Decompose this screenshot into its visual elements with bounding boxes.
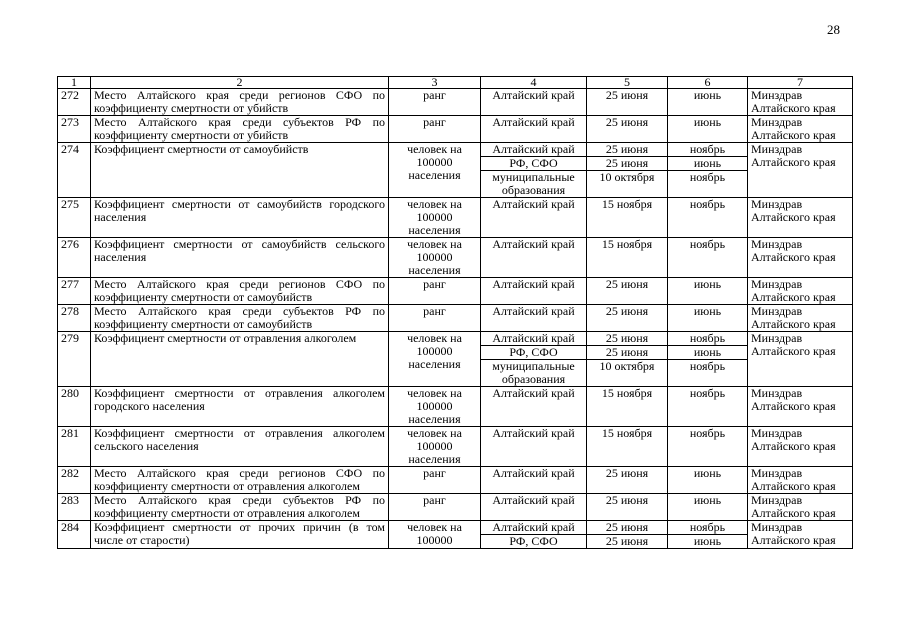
column-header: 3 [389, 77, 481, 89]
deadline-item: 25 июня [605, 277, 649, 291]
deadline-cell [587, 238, 668, 278]
deadline-cell [587, 332, 668, 387]
unit-of-measure: ранг [389, 89, 481, 116]
unit-of-measure: ранг [389, 278, 481, 305]
period-item: ноябрь [689, 142, 726, 156]
territory-item: Алтайский край [492, 142, 575, 156]
row-number: 274 [58, 143, 91, 198]
responsible-body: Минздрав Алтайского края [748, 521, 853, 549]
indicator-name: Место Алтайского края среди регионов СФО по коэффициенту смертности от убийств [91, 89, 389, 116]
territory-item: Алтайский край [492, 386, 575, 400]
deadline-item: 25 июня [605, 304, 649, 318]
territory-cell [481, 198, 587, 238]
territory-cell [481, 427, 587, 467]
column-header: 1 [58, 77, 91, 89]
indicator-name: Коэффициент смертности от самоубийств сельского населения [91, 238, 389, 278]
responsible-body: Минздрав Алтайского края [748, 305, 853, 332]
unit-of-measure: ранг [389, 305, 481, 332]
territory-cell [481, 278, 587, 305]
indicator-name: Место Алтайского края среди субъектов РФ по коэффициенту смертности от самоубийств [91, 305, 389, 332]
table-row [58, 467, 853, 494]
deadline-item: 25 июня [587, 345, 667, 359]
table-header-row [58, 77, 853, 89]
column-header: 4 [481, 77, 587, 89]
row-number: 273 [58, 116, 91, 143]
row-number: 275 [58, 198, 91, 238]
period-item: ноябрь [689, 237, 726, 251]
deadline-cell [587, 387, 668, 427]
deadline-item: 25 июня [587, 534, 667, 548]
period-cell [668, 305, 748, 332]
deadline-cell [587, 116, 668, 143]
indicator-name: Коэффициент смертности от самоубийств городского населения [91, 198, 389, 238]
unit-of-measure: человек на 100000 населения [389, 238, 481, 278]
deadline-item: 25 июня [605, 493, 649, 507]
territory-item: РФ, СФО [481, 156, 586, 170]
unit-of-measure: человек на 100000 населения [389, 427, 481, 467]
territory-item: Алтайский край [492, 331, 575, 345]
row-number: 278 [58, 305, 91, 332]
deadline-item: 10 октября [587, 170, 667, 197]
column-header: 6 [668, 77, 748, 89]
period-item: июнь [668, 345, 747, 359]
period-cell [668, 427, 748, 467]
deadline-item: 25 июня [605, 88, 649, 102]
table-row [58, 89, 853, 116]
territory-item: РФ, СФО [481, 345, 586, 359]
period-cell [668, 238, 748, 278]
territory-cell [481, 387, 587, 427]
period-cell [668, 467, 748, 494]
period-item: июнь [693, 88, 722, 102]
territory-item: Алтайский край [492, 493, 575, 507]
deadline-cell [587, 305, 668, 332]
unit-of-measure: человек на 100000 населения [389, 387, 481, 427]
row-number: 280 [58, 387, 91, 427]
territory-cell [481, 89, 587, 116]
period-item: июнь [693, 304, 722, 318]
indicator-name: Коэффициент смертности от самоубийств [91, 143, 389, 198]
territory-cell [481, 116, 587, 143]
indicator-name: Коэффициент смертности от отравления алкоголем сельского населения [91, 427, 389, 467]
responsible-body: Минздрав Алтайского края [748, 387, 853, 427]
unit-of-measure: ранг [389, 116, 481, 143]
unit-of-measure: человек на 100000 населения [389, 198, 481, 238]
unit-of-measure: человек на 100000 [389, 521, 481, 549]
row-number: 283 [58, 494, 91, 521]
deadline-item: 25 июня [605, 466, 649, 480]
period-cell [668, 198, 748, 238]
territory-cell [481, 521, 587, 549]
deadline-item: 15 ноября [601, 197, 653, 211]
column-header: 7 [748, 77, 853, 89]
deadline-cell [587, 89, 668, 116]
unit-of-measure: ранг [389, 494, 481, 521]
period-item: июнь [693, 493, 722, 507]
responsible-body: Минздрав Алтайского края [748, 427, 853, 467]
row-number: 284 [58, 521, 91, 549]
table-row [58, 387, 853, 427]
row-number: 276 [58, 238, 91, 278]
period-item: ноябрь [689, 386, 726, 400]
territory-item: Алтайский край [492, 277, 575, 291]
responsible-body: Минздрав Алтайского края [748, 278, 853, 305]
territory-item: Алтайский край [492, 88, 575, 102]
table-row [58, 198, 853, 238]
territory-item: Алтайский край [492, 466, 575, 480]
territory-cell [481, 305, 587, 332]
deadline-item: 25 июня [605, 115, 649, 129]
unit-of-measure: ранг [389, 467, 481, 494]
responsible-body: Минздрав Алтайского края [748, 143, 853, 198]
territory-item: Алтайский край [492, 426, 575, 440]
column-header: 5 [587, 77, 668, 89]
table-row [58, 332, 853, 387]
territory-cell [481, 143, 587, 198]
period-item: ноябрь [668, 170, 747, 197]
deadline-item: 15 ноября [601, 386, 653, 400]
row-number: 272 [58, 89, 91, 116]
period-item: ноябрь [689, 520, 726, 534]
deadline-item: 25 июня [605, 520, 649, 534]
row-number: 277 [58, 278, 91, 305]
period-item: июнь [668, 534, 747, 548]
deadline-cell [587, 143, 668, 198]
territory-cell [481, 238, 587, 278]
period-item: ноябрь [689, 426, 726, 440]
deadline-item: 25 июня [605, 331, 649, 345]
row-number: 279 [58, 332, 91, 387]
table-row [58, 143, 853, 198]
deadline-cell [587, 278, 668, 305]
deadline-cell [587, 494, 668, 521]
period-item: июнь [693, 277, 722, 291]
table-row [58, 238, 853, 278]
row-number: 281 [58, 427, 91, 467]
indicator-name: Место Алтайского края среди субъектов РФ по коэффициенту смертности от убийств [91, 116, 389, 143]
table-row [58, 278, 853, 305]
responsible-body: Минздрав Алтайского края [748, 467, 853, 494]
indicator-name: Коэффициент смертности от прочих причин (в том числе от старости) [91, 521, 389, 549]
territory-item: Алтайский край [492, 197, 575, 211]
period-item: ноябрь [689, 197, 726, 211]
deadline-item: 25 июня [605, 142, 649, 156]
territory-item: Алтайский край [492, 304, 575, 318]
indicator-name: Коэффициент смертности от отравления алкоголем городского населения [91, 387, 389, 427]
territory-item: муниципальные образования [481, 170, 586, 197]
territory-item: Алтайский край [492, 115, 575, 129]
indicator-name: Место Алтайского края среди регионов СФО по коэффициенту смертности от самоубийств [91, 278, 389, 305]
territory-cell [481, 332, 587, 387]
period-cell [668, 143, 748, 198]
territory-item: Алтайский край [492, 237, 575, 251]
row-number: 282 [58, 467, 91, 494]
territory-item: Алтайский край [492, 520, 575, 534]
table-row [58, 494, 853, 521]
period-item: июнь [668, 156, 747, 170]
period-item: июнь [693, 466, 722, 480]
unit-of-measure: человек на 100000 населения [389, 332, 481, 387]
page-number: 28 [827, 22, 840, 37]
period-cell [668, 278, 748, 305]
table-row [58, 427, 853, 467]
period-item: ноябрь [668, 359, 747, 386]
indicator-name: Место Алтайского края среди субъектов РФ по коэффициенту смертности от отравления алкоголем [91, 494, 389, 521]
deadline-cell [587, 427, 668, 467]
deadline-cell [587, 521, 668, 549]
deadline-item: 25 июня [587, 156, 667, 170]
responsible-body: Минздрав Алтайского края [748, 198, 853, 238]
territory-cell [481, 494, 587, 521]
territory-cell [481, 467, 587, 494]
responsible-body: Минздрав Алтайского края [748, 494, 853, 521]
period-cell [668, 332, 748, 387]
territory-item: муниципальные образования [481, 359, 586, 386]
indicator-table [57, 76, 853, 549]
table-row [58, 116, 853, 143]
responsible-body: Минздрав Алтайского края [748, 116, 853, 143]
indicator-name: Место Алтайского края среди регионов СФО по коэффициенту смертности от отравления алкоголем [91, 467, 389, 494]
period-cell [668, 116, 748, 143]
deadline-cell [587, 467, 668, 494]
responsible-body: Минздрав Алтайского края [748, 332, 853, 387]
responsible-body: Минздрав Алтайского края [748, 89, 853, 116]
responsible-body: Минздрав Алтайского края [748, 238, 853, 278]
deadline-item: 15 ноября [601, 426, 653, 440]
period-cell [668, 521, 748, 549]
period-cell [668, 494, 748, 521]
period-cell [668, 89, 748, 116]
period-item: июнь [693, 115, 722, 129]
column-header: 2 [91, 77, 389, 89]
deadline-cell [587, 198, 668, 238]
indicator-name: Коэффициент смертности от отравления алкоголем [91, 332, 389, 387]
territory-item: РФ, СФО [481, 534, 586, 548]
table-row [58, 521, 853, 549]
table-row [58, 305, 853, 332]
deadline-item: 10 октября [587, 359, 667, 386]
period-item: ноябрь [689, 331, 726, 345]
period-cell [668, 387, 748, 427]
deadline-item: 15 ноября [601, 237, 653, 251]
unit-of-measure: человек на 100000 населения [389, 143, 481, 198]
